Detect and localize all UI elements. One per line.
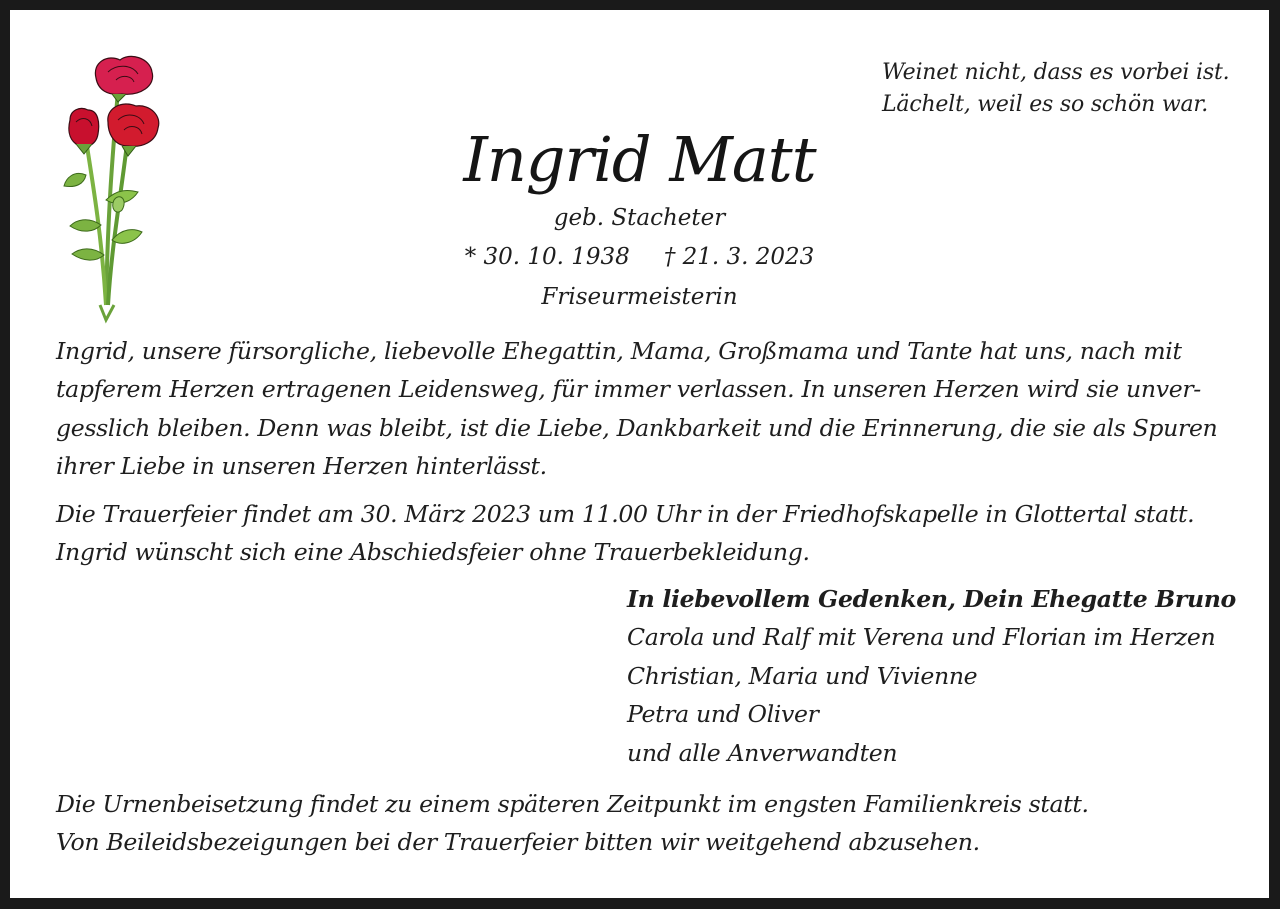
paragraph-line: Ingrid wünscht sich eine Abschiedsfeier ohne Trauerbekleidung.: [56, 538, 810, 567]
death-date: † 21. 3. 2023: [663, 244, 815, 270]
quote-line: Weinet nicht, dass es vorbei ist.: [882, 60, 1230, 85]
tribute-paragraph: [56, 332, 1224, 486]
signoff: [627, 580, 1237, 772]
quote: [882, 57, 1242, 121]
paragraph-line: gesslich bleiben. Denn was bleibt, ist die Liebe, Dankbarkeit und die Erinnerung, die sie als Spuren: [56, 413, 1218, 442]
paragraph-line: Ingrid, unsere fürsorgliche, liebevolle Ehegattin, Mama, Großmama und Tante hat uns, nach mit: [56, 337, 1182, 365]
paragraph-line: ihrer Liebe in unseren Herzen hinterlässt.: [56, 452, 547, 481]
obituary-card: [10, 10, 1269, 898]
paragraph-line: Die Trauerfeier findet am 30. März 2023 um 11.00 Uhr in der Friedhofskapelle in Glottertal statt.: [56, 500, 1195, 528]
quote-line: Lächelt, weil es so schön war.: [882, 92, 1209, 117]
mourner-line: Carola und Ralf mit Verena und Florian im Herzen: [627, 623, 1216, 652]
mourner-line: und alle Anverwandten: [627, 738, 898, 767]
mourner-line: Christian, Maria und Vivienne: [627, 661, 978, 690]
paragraph-line: Von Beileidsbezeigungen bei der Trauerfeier bitten wir weitgehend abzusehen.: [56, 828, 980, 857]
ceremony-paragraph: [56, 495, 1224, 572]
life-dates: [10, 242, 1269, 272]
profession: Friseurmeisterin: [541, 284, 738, 310]
signoff-heading: In liebevollem Gedenken, Dein Ehegatte Bruno: [627, 585, 1236, 613]
birth-date: * 30. 10. 1938: [464, 244, 630, 270]
paragraph-line: Die Urnenbeisetzung findet zu einem späteren Zeitpunkt im engsten Familienkreis statt.: [56, 790, 1089, 818]
paragraph-line: tapferem Herzen ertragenen Leidensweg, für immer verlassen. In unseren Herzen wird sie unver-: [56, 375, 1201, 404]
burial-paragraph: [56, 785, 1224, 862]
deceased-name: Ingrid Matt: [463, 123, 816, 196]
mourner-line: Petra und Oliver: [627, 700, 819, 729]
birth-name: geb. Stacheter: [553, 205, 726, 231]
